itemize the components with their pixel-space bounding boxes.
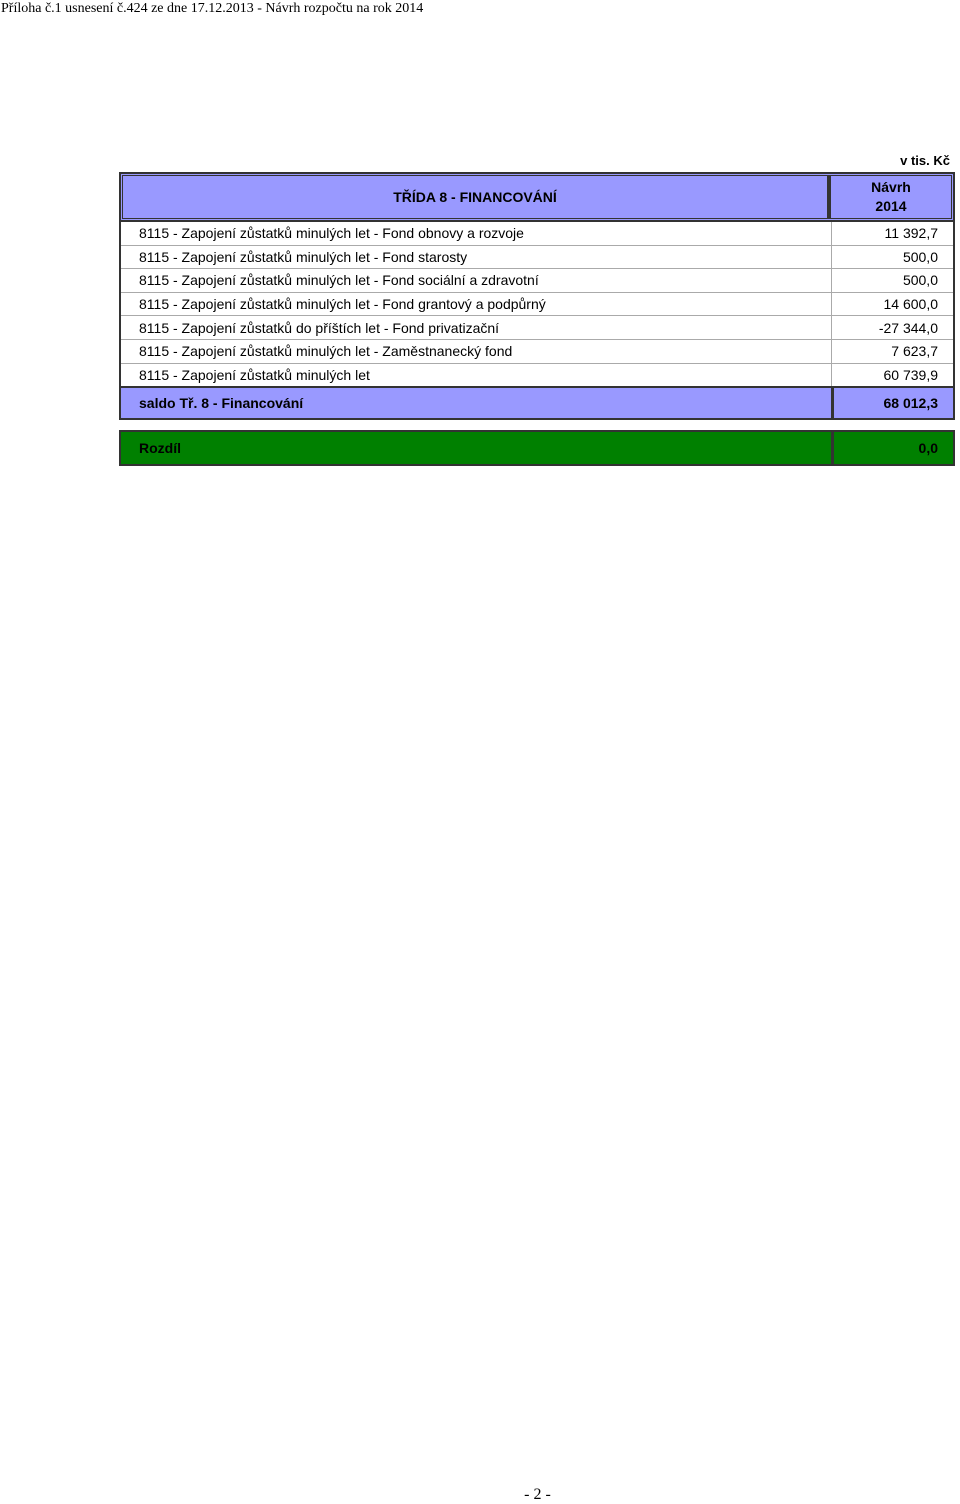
row-label: 8115 - Zapojení zůstatků minulých let — [139, 366, 370, 383]
table-header-row — [121, 174, 953, 220]
table-row — [121, 220, 953, 245]
row-value: 500,0 — [831, 269, 953, 292]
unit-label: v tis. Kč — [900, 153, 950, 168]
table-row — [121, 339, 953, 363]
table-row — [121, 268, 953, 292]
row-value: 14 600,0 — [831, 293, 953, 316]
row-label: 8115 - Zapojení zůstatků minulých let - Fond sociální a zdravotní — [139, 272, 539, 289]
page-header: Příloha č.1 usnesení č.424 ze dne 17.12.2013 - Návrh rozpočtu na rok 2014 — [1, 1, 424, 16]
row-value: 500,0 — [831, 246, 953, 269]
row-label: 8115 - Zapojení zůstatků minulých let - Zaměstnanecký fond — [139, 343, 513, 360]
row-label: 8115 - Zapojení zůstatků minulých let - Fond grantový a podpůrný — [139, 296, 546, 313]
row-label: 8115 - Zapojení zůstatků minulých let - Fond obnovy a rozvoje — [139, 225, 524, 242]
table-row — [121, 245, 953, 269]
column-header-proposal — [828, 175, 952, 219]
row-value: 11 392,7 — [831, 222, 953, 245]
row-value: 7 623,7 — [831, 340, 953, 363]
column-header-line2: 2014 — [875, 198, 907, 214]
financing-table — [119, 172, 955, 420]
total-value: 68 012,3 — [831, 388, 953, 418]
table-block — [119, 172, 955, 420]
difference-value: 0,0 — [831, 432, 953, 464]
row-label: 8115 - Zapojení zůstatků minulých let - Fond starosty — [139, 248, 468, 265]
row-label: 8115 - Zapojení zůstatků do příštích let - Fond privatizační — [139, 319, 500, 336]
difference-label: Rozdíl — [139, 440, 181, 456]
total-row — [121, 386, 953, 418]
table-body — [121, 220, 953, 386]
table-row — [121, 363, 953, 387]
table-row — [121, 292, 953, 316]
table-row — [121, 315, 953, 339]
row-value: 60 739,9 — [831, 364, 953, 387]
column-header-line1: Návrh — [871, 179, 911, 195]
difference-row — [119, 430, 955, 466]
total-label: saldo Tř. 8 - Financování — [139, 395, 304, 412]
page-number: - 2 - — [524, 1486, 551, 1503]
row-value: -27 344,0 — [831, 316, 953, 339]
table-title: TŘÍDA 8 - FINANCOVÁNÍ — [122, 175, 828, 219]
